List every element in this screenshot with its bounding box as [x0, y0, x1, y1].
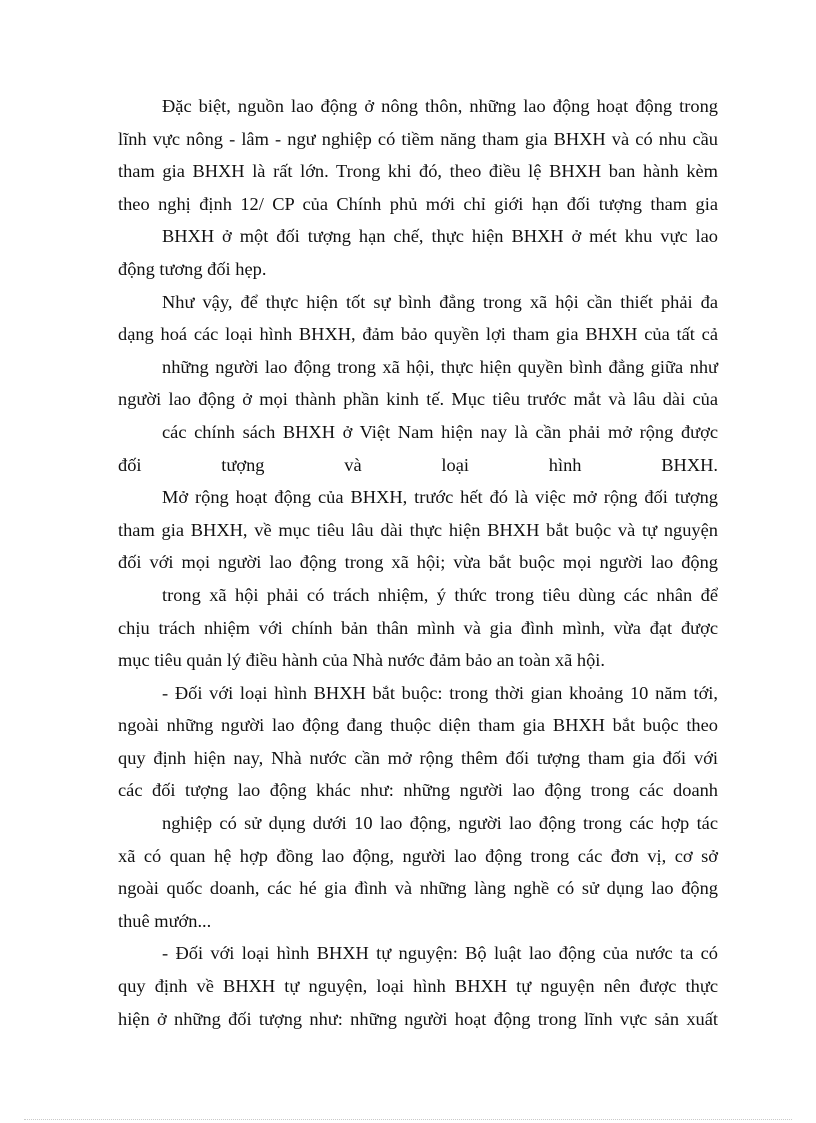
- text-line: tham gia BHXH là rất lớn. Trong khi đó, theo điều lệ BHXH ban hành kèm: [118, 161, 718, 182]
- text-line: chịu trách nhiệm với chính bản thân mình và gia đình mình, vừa đạt được: [118, 617, 718, 638]
- text-line: đối tượng và loại hình BHXH.: [118, 454, 718, 475]
- text-line: thuê mướn...: [118, 910, 212, 931]
- text-line: - Đối với loại hình BHXH bắt buộc: trong thời gian khoảng 10 năm tới,: [162, 682, 718, 703]
- text-line: đối với mọi người lao động trong xã hội; vừa bắt buộc mọi người lao động: [118, 552, 718, 573]
- text-line: nghiệp có sử dụng dưới 10 lao động, người lao động trong các hợp tác: [162, 813, 718, 834]
- text-line: ngoài những người lao động đang thuộc diện tham gia BHXH bắt buộc theo: [118, 715, 718, 736]
- text-line: quy định về BHXH tự nguyện, loại hình BHXH tự nguyện nên được thực: [118, 976, 718, 997]
- page-bottom-dotted-rule: [24, 1119, 792, 1120]
- body-text: [118, 90, 718, 1035]
- text-line: hiện ở những đối tượng như: những người hoạt động trong lĩnh vực sản xuất: [118, 1008, 718, 1029]
- text-line: tham gia BHXH, về mục tiêu lâu dài thực hiện BHXH bắt buộc và tự nguyện: [118, 519, 718, 540]
- text-line: động tương đối hẹp.: [118, 258, 267, 279]
- text-line: quy định hiện nay, Nhà nước cần mở rộng thêm đối tượng tham gia đối với: [118, 747, 718, 768]
- text-line: các chính sách BHXH ở Việt Nam hiện nay là cần phải mở rộng được: [162, 421, 718, 442]
- text-line: những người lao động trong xã hội, thực hiện quyền bình đẳng giữa như: [162, 356, 718, 377]
- text-line: - Đối với loại hình BHXH tự nguyện: Bộ luật lao động của nước ta có: [162, 943, 718, 964]
- text-line: người lao động ở mọi thành phần kinh tế. Mục tiêu trước mắt và lâu dài của: [118, 389, 718, 410]
- text-line: Đặc biệt, nguồn lao động ở nông thôn, những lao động hoạt động trong: [162, 96, 718, 116]
- text-line: dạng hoá các loại hình BHXH, đảm bảo quyền lợi tham gia BHXH của tất cả: [118, 324, 718, 345]
- text-line: ngoài quốc doanh, các hé gia đình và những làng nghề có sử dụng lao động: [118, 878, 718, 899]
- text-line: Mở rộng hoạt động của BHXH, trước hết đó là việc mở rộng đối tượng: [162, 487, 718, 508]
- text-line: trong xã hội phải có trách nhiệm, ý thức trong tiêu dùng các nhân để: [162, 584, 718, 605]
- text-line: lĩnh vực nông - lâm - ngư nghiệp có tiềm năng tham gia BHXH và có nhu cầu: [118, 128, 718, 149]
- text-line: BHXH ở một đối tượng hạn chế, thực hiện BHXH ở mét khu vực lao: [162, 226, 718, 247]
- text-line: Như vậy, để thực hiện tốt sự bình đẳng trong xã hội cần thiết phải đa: [162, 291, 718, 312]
- text-line: xã có quan hệ hợp đồng lao động, người lao động trong các đơn vị, cơ sở: [118, 845, 718, 866]
- text-line: theo nghị định 12/ CP của Chính phủ mới chỉ giới hạn đối tượng tham gia: [118, 193, 718, 214]
- text-line: mục tiêu quản lý điều hành của Nhà nước đảm bảo an toàn xã hội.: [118, 650, 605, 671]
- text-line: các đối tượng lao động khác như: những người lao động trong các doanh: [118, 780, 718, 801]
